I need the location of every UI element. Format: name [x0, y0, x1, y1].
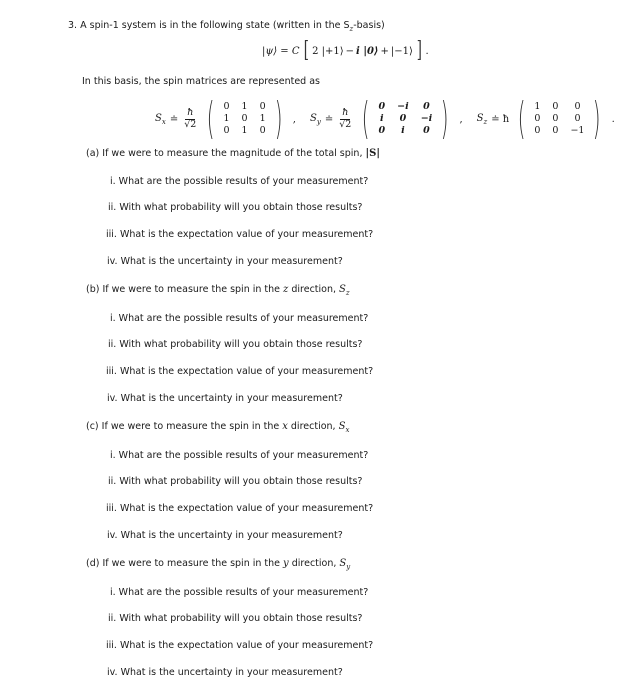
- part-d-question-3: iii. What is the expectation value of your measurement?: [106, 640, 374, 651]
- part-c-question-3: iii. What is the expectation value of your measurement?: [106, 503, 374, 514]
- problem-statement: [68, 20, 385, 33]
- state-minus: −: [345, 45, 355, 57]
- part-d-heading: (d) If we were to measure the spin in the y direction, $S_y$: [86, 558, 351, 571]
- matrix-sy-rel: ≐: [324, 113, 334, 125]
- spin-matrices: [155, 93, 623, 144]
- matrix-sz-rel: ≐ ħ: [491, 113, 510, 125]
- part-a-question-1: i. What are the possible results of your measurement?: [110, 176, 369, 187]
- matrix-sy-sep: ,: [459, 113, 463, 125]
- matrix-sx-label: $S_x$: [155, 112, 166, 126]
- part-b-question-1: i. What are the possible results of your measurement?: [110, 313, 369, 324]
- part-d-question-4: iv. What is the uncertainty in your measurement?: [107, 667, 343, 678]
- part-c-question-4: iv. What is the uncertainty in your measurement?: [107, 530, 343, 541]
- right-paren: ): [274, 93, 283, 144]
- problem-number: 3.: [68, 20, 78, 31]
- left-paren: (: [362, 93, 370, 144]
- state-lhs: |ψ⟩ = C: [262, 45, 300, 57]
- part-c-heading: (c) If we were to measure the spin in the x direction, $S_x$: [86, 421, 350, 434]
- matrix-sx-coef: $\frac{ħ}{√2}$: [184, 107, 197, 130]
- state-equation: [262, 40, 429, 62]
- problem-intro-end: -basis): [353, 20, 385, 31]
- matrix-sx-rel: ≐: [169, 113, 179, 125]
- matrix-sy-entries: 0 −i 0 i 0 −i 0 i 0: [378, 101, 433, 136]
- matrix-sz: [476, 93, 623, 144]
- part-a-question-3: iii. What is the expectation value of your measurement?: [106, 229, 374, 240]
- matrix-sz-sep: .: [611, 113, 615, 125]
- part-c-question-2: ii. With what probability will you obtain those results?: [108, 476, 363, 487]
- problem-intro: A spin-1 system is in the following state (written in the S: [80, 20, 350, 31]
- matrix-sz-entries: 1 0 0 0 0 0 0 0 −1: [534, 101, 585, 136]
- matrix-sy-coef: $\frac{ħ}{√2}$: [339, 107, 352, 130]
- matrix-sx-sep: ,: [292, 113, 296, 125]
- matrix-sz-label: $S_z$: [476, 112, 488, 126]
- right-bracket: ]: [416, 38, 422, 63]
- state-plus: +: [380, 45, 389, 57]
- right-paren: ): [440, 93, 449, 144]
- matrix-sx-entries: 0 1 0 1 0 1 0 1 0: [223, 101, 266, 136]
- left-paren: (: [207, 93, 215, 144]
- part-a-question-2: ii. With what probability will you obtain those results?: [108, 202, 363, 213]
- state-term-2: i |0⟩: [356, 45, 379, 57]
- left-bracket: [: [303, 38, 309, 63]
- part-c-question-1: i. What are the possible results of your measurement?: [110, 450, 369, 461]
- part-b-question-2: ii. With what probability will you obtain those results?: [108, 339, 363, 350]
- part-a-question-4: iv. What is the uncertainty in your measurement?: [107, 256, 343, 267]
- part-d-question-1: i. What are the possible results of your measurement?: [110, 587, 369, 598]
- state-term-1: 2 |+1⟩: [312, 45, 344, 57]
- problem-intro-sub: z: [349, 24, 354, 33]
- state-term-3: |−1⟩: [390, 45, 413, 57]
- state-end: .: [425, 45, 429, 57]
- matrix-sy: [309, 93, 471, 144]
- right-paren: ): [593, 93, 601, 144]
- part-b-heading: (b) If we were to measure the spin in the z direction, $S_z$: [86, 284, 350, 297]
- matrix-sy-label: $S_y$: [309, 112, 321, 126]
- part-b-question-4: iv. What is the uncertainty in your measurement?: [107, 393, 343, 404]
- part-d-question-2: ii. With what probability will you obtain those results?: [108, 613, 363, 624]
- part-a-heading: (a) If we were to measure the magnitude of the total spin, |S|: [86, 148, 380, 159]
- part-b-question-3: iii. What is the expectation value of your measurement?: [106, 366, 374, 377]
- left-paren: (: [517, 93, 526, 144]
- basis-text: In this basis, the spin matrices are represented as: [82, 76, 320, 87]
- matrix-sx: [155, 93, 304, 144]
